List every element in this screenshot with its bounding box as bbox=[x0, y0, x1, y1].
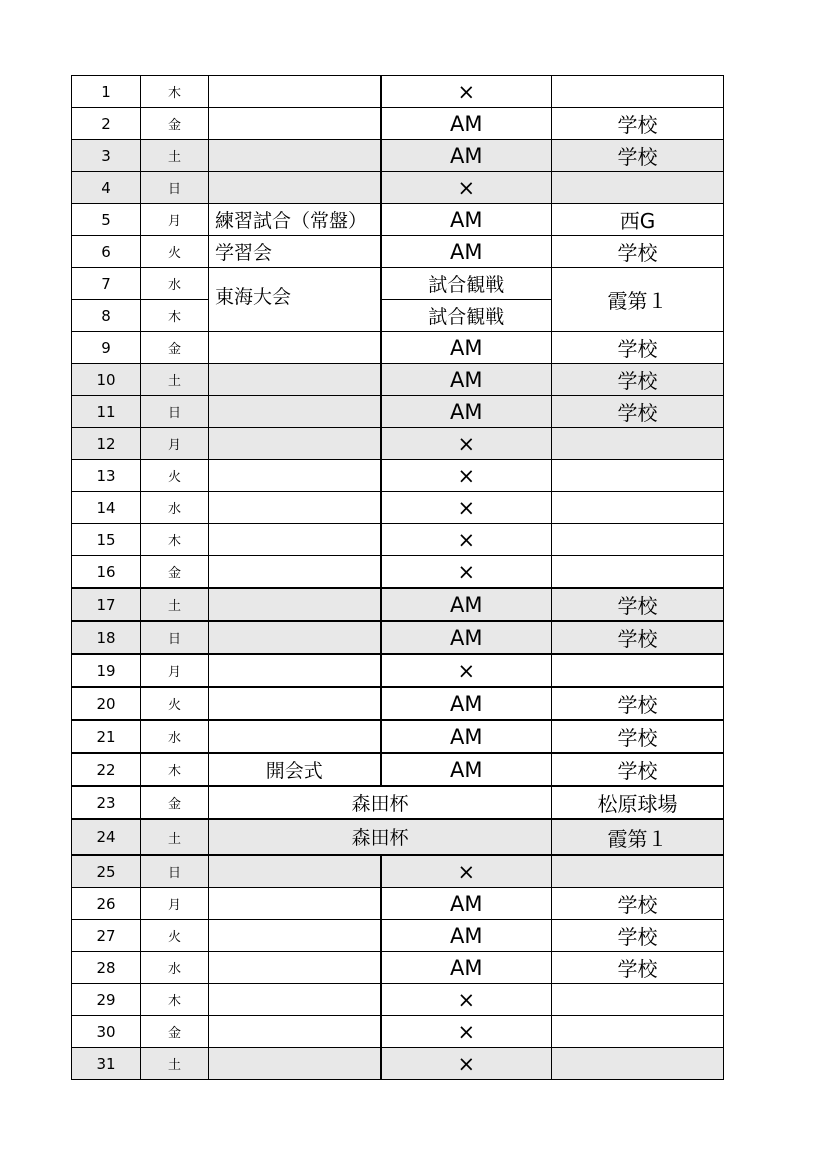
table-row bbox=[72, 819, 724, 855]
event-cell bbox=[209, 428, 381, 460]
weekday-cell: 木 bbox=[141, 984, 209, 1016]
time-cell: AM bbox=[381, 720, 552, 753]
event-cell: 学習会 bbox=[209, 236, 381, 268]
table-row bbox=[72, 332, 724, 364]
place-cell: 松原球場 bbox=[552, 786, 724, 819]
weekday-cell: 日 bbox=[141, 172, 209, 204]
time-cell: × bbox=[381, 984, 552, 1016]
day-cell: 29 bbox=[72, 984, 141, 1016]
table-row bbox=[72, 720, 724, 753]
time-cell: × bbox=[381, 1048, 552, 1080]
table-row bbox=[72, 172, 724, 204]
table-row bbox=[72, 108, 724, 140]
event-cell bbox=[209, 396, 381, 428]
schedule-table bbox=[71, 75, 724, 1080]
event-cell bbox=[209, 687, 381, 720]
event-cell bbox=[209, 588, 381, 621]
place-cell: 学校 bbox=[552, 920, 724, 952]
place-cell: 学校 bbox=[552, 108, 724, 140]
day-cell: 6 bbox=[72, 236, 141, 268]
weekday-cell: 木 bbox=[141, 76, 209, 108]
event-cell bbox=[209, 952, 381, 984]
place-cell bbox=[552, 524, 724, 556]
day-cell: 11 bbox=[72, 396, 141, 428]
time-cell: AM bbox=[381, 332, 552, 364]
table-row bbox=[72, 687, 724, 720]
event-cell bbox=[209, 332, 381, 364]
day-cell: 28 bbox=[72, 952, 141, 984]
event-cell bbox=[209, 76, 381, 108]
weekday-cell: 日 bbox=[141, 855, 209, 888]
weekday-cell: 金 bbox=[141, 556, 209, 589]
day-cell: 3 bbox=[72, 140, 141, 172]
place-cell: 学校 bbox=[552, 396, 724, 428]
day-cell: 25 bbox=[72, 855, 141, 888]
time-cell: AM bbox=[381, 687, 552, 720]
day-cell: 27 bbox=[72, 920, 141, 952]
day-cell: 17 bbox=[72, 588, 141, 621]
event-cell bbox=[209, 108, 381, 140]
event-cell bbox=[209, 172, 381, 204]
day-cell: 2 bbox=[72, 108, 141, 140]
day-cell: 21 bbox=[72, 720, 141, 753]
time-cell: AM bbox=[381, 588, 552, 621]
place-cell: 学校 bbox=[552, 888, 724, 920]
event-cell: 森田杯 bbox=[209, 786, 552, 819]
weekday-cell: 木 bbox=[141, 300, 209, 332]
time-cell: AM bbox=[381, 236, 552, 268]
event-cell bbox=[209, 654, 381, 687]
day-cell: 5 bbox=[72, 204, 141, 236]
table-row bbox=[72, 952, 724, 984]
day-cell: 24 bbox=[72, 819, 141, 855]
time-cell: AM bbox=[381, 920, 552, 952]
day-cell: 15 bbox=[72, 524, 141, 556]
table-row bbox=[72, 1048, 724, 1080]
weekday-cell: 土 bbox=[141, 819, 209, 855]
table-row bbox=[72, 428, 724, 460]
place-cell: 学校 bbox=[552, 364, 724, 396]
place-cell: 西G bbox=[552, 204, 724, 236]
weekday-cell: 土 bbox=[141, 1048, 209, 1080]
event-cell: 森田杯 bbox=[209, 819, 552, 855]
weekday-cell: 金 bbox=[141, 108, 209, 140]
weekday-cell: 金 bbox=[141, 332, 209, 364]
day-cell: 22 bbox=[72, 753, 141, 786]
place-cell bbox=[552, 556, 724, 589]
day-cell: 1 bbox=[72, 76, 141, 108]
table-row bbox=[72, 753, 724, 786]
table-row bbox=[72, 1016, 724, 1048]
event-cell bbox=[209, 1048, 381, 1080]
table-row bbox=[72, 76, 724, 108]
place-cell bbox=[552, 428, 724, 460]
time-cell: × bbox=[381, 654, 552, 687]
event-cell bbox=[209, 720, 381, 753]
day-cell: 30 bbox=[72, 1016, 141, 1048]
event-cell: 開会式 bbox=[209, 753, 381, 786]
place-cell: 学校 bbox=[552, 753, 724, 786]
day-cell: 14 bbox=[72, 492, 141, 524]
weekday-cell: 水 bbox=[141, 720, 209, 753]
weekday-cell: 火 bbox=[141, 460, 209, 492]
day-cell: 19 bbox=[72, 654, 141, 687]
event-cell bbox=[209, 920, 381, 952]
table-row bbox=[72, 920, 724, 952]
day-cell: 13 bbox=[72, 460, 141, 492]
time-cell: × bbox=[381, 76, 552, 108]
place-cell bbox=[552, 855, 724, 888]
time-cell: × bbox=[381, 1016, 552, 1048]
weekday-cell: 金 bbox=[141, 1016, 209, 1048]
time-cell: 試合観戦 bbox=[381, 300, 552, 332]
weekday-cell: 土 bbox=[141, 140, 209, 172]
time-cell: × bbox=[381, 492, 552, 524]
day-cell: 12 bbox=[72, 428, 141, 460]
time-cell: × bbox=[381, 460, 552, 492]
time-cell: × bbox=[381, 172, 552, 204]
weekday-cell: 火 bbox=[141, 236, 209, 268]
day-cell: 31 bbox=[72, 1048, 141, 1080]
event-cell bbox=[209, 460, 381, 492]
weekday-cell: 月 bbox=[141, 654, 209, 687]
table-row bbox=[72, 140, 724, 172]
time-cell: AM bbox=[381, 108, 552, 140]
place-cell bbox=[552, 1048, 724, 1080]
day-cell: 18 bbox=[72, 621, 141, 654]
table-row bbox=[72, 524, 724, 556]
table-row bbox=[72, 236, 724, 268]
weekday-cell: 土 bbox=[141, 588, 209, 621]
table-row bbox=[72, 786, 724, 819]
table-row bbox=[72, 855, 724, 888]
event-cell bbox=[209, 984, 381, 1016]
weekday-cell: 日 bbox=[141, 396, 209, 428]
place-cell: 学校 bbox=[552, 687, 724, 720]
weekday-cell: 月 bbox=[141, 428, 209, 460]
table-row bbox=[72, 204, 724, 236]
place-cell: 学校 bbox=[552, 952, 724, 984]
place-cell bbox=[552, 172, 724, 204]
event-cell bbox=[209, 621, 381, 654]
time-cell: AM bbox=[381, 888, 552, 920]
event-cell bbox=[209, 855, 381, 888]
event-cell bbox=[209, 888, 381, 920]
weekday-cell: 水 bbox=[141, 492, 209, 524]
time-cell: × bbox=[381, 855, 552, 888]
day-cell: 16 bbox=[72, 556, 141, 589]
event-cell: 東海大会 bbox=[209, 268, 381, 332]
place-cell: 学校 bbox=[552, 621, 724, 654]
day-cell: 26 bbox=[72, 888, 141, 920]
place-cell bbox=[552, 76, 724, 108]
weekday-cell: 火 bbox=[141, 920, 209, 952]
place-cell: 学校 bbox=[552, 332, 724, 364]
place-cell bbox=[552, 654, 724, 687]
table-row bbox=[72, 588, 724, 621]
time-cell: × bbox=[381, 428, 552, 460]
table-row bbox=[72, 984, 724, 1016]
weekday-cell: 木 bbox=[141, 753, 209, 786]
table-row bbox=[72, 556, 724, 589]
time-cell: AM bbox=[381, 140, 552, 172]
day-cell: 4 bbox=[72, 172, 141, 204]
day-cell: 10 bbox=[72, 364, 141, 396]
time-cell: × bbox=[381, 556, 552, 589]
event-cell bbox=[209, 364, 381, 396]
time-cell: AM bbox=[381, 396, 552, 428]
place-cell: 学校 bbox=[552, 588, 724, 621]
place-cell: 学校 bbox=[552, 236, 724, 268]
table-row bbox=[72, 654, 724, 687]
place-cell: 霞第１ bbox=[552, 819, 724, 855]
weekday-cell: 土 bbox=[141, 364, 209, 396]
day-cell: 7 bbox=[72, 268, 141, 300]
place-cell: 霞第１ bbox=[552, 268, 724, 332]
time-cell: AM bbox=[381, 621, 552, 654]
event-cell bbox=[209, 556, 381, 589]
place-cell bbox=[552, 984, 724, 1016]
place-cell: 学校 bbox=[552, 720, 724, 753]
event-cell: 練習試合（常盤） bbox=[209, 204, 381, 236]
time-cell: 試合観戦 bbox=[381, 268, 552, 300]
event-cell bbox=[209, 1016, 381, 1048]
table-row bbox=[72, 621, 724, 654]
weekday-cell: 日 bbox=[141, 621, 209, 654]
event-cell bbox=[209, 492, 381, 524]
weekday-cell: 木 bbox=[141, 524, 209, 556]
weekday-cell: 金 bbox=[141, 786, 209, 819]
time-cell: × bbox=[381, 524, 552, 556]
event-cell bbox=[209, 524, 381, 556]
time-cell: AM bbox=[381, 364, 552, 396]
weekday-cell: 火 bbox=[141, 687, 209, 720]
day-cell: 20 bbox=[72, 687, 141, 720]
event-cell bbox=[209, 140, 381, 172]
weekday-cell: 水 bbox=[141, 952, 209, 984]
weekday-cell: 月 bbox=[141, 204, 209, 236]
table-row bbox=[72, 460, 724, 492]
time-cell: AM bbox=[381, 952, 552, 984]
place-cell bbox=[552, 1016, 724, 1048]
table-row bbox=[72, 268, 724, 300]
weekday-cell: 水 bbox=[141, 268, 209, 300]
time-cell: AM bbox=[381, 204, 552, 236]
day-cell: 9 bbox=[72, 332, 141, 364]
table-row bbox=[72, 492, 724, 524]
table-row bbox=[72, 396, 724, 428]
time-cell: AM bbox=[381, 753, 552, 786]
place-cell bbox=[552, 492, 724, 524]
weekday-cell: 月 bbox=[141, 888, 209, 920]
day-cell: 23 bbox=[72, 786, 141, 819]
place-cell bbox=[552, 460, 724, 492]
day-cell: 8 bbox=[72, 300, 141, 332]
place-cell: 学校 bbox=[552, 140, 724, 172]
table-row bbox=[72, 364, 724, 396]
table-row bbox=[72, 888, 724, 920]
